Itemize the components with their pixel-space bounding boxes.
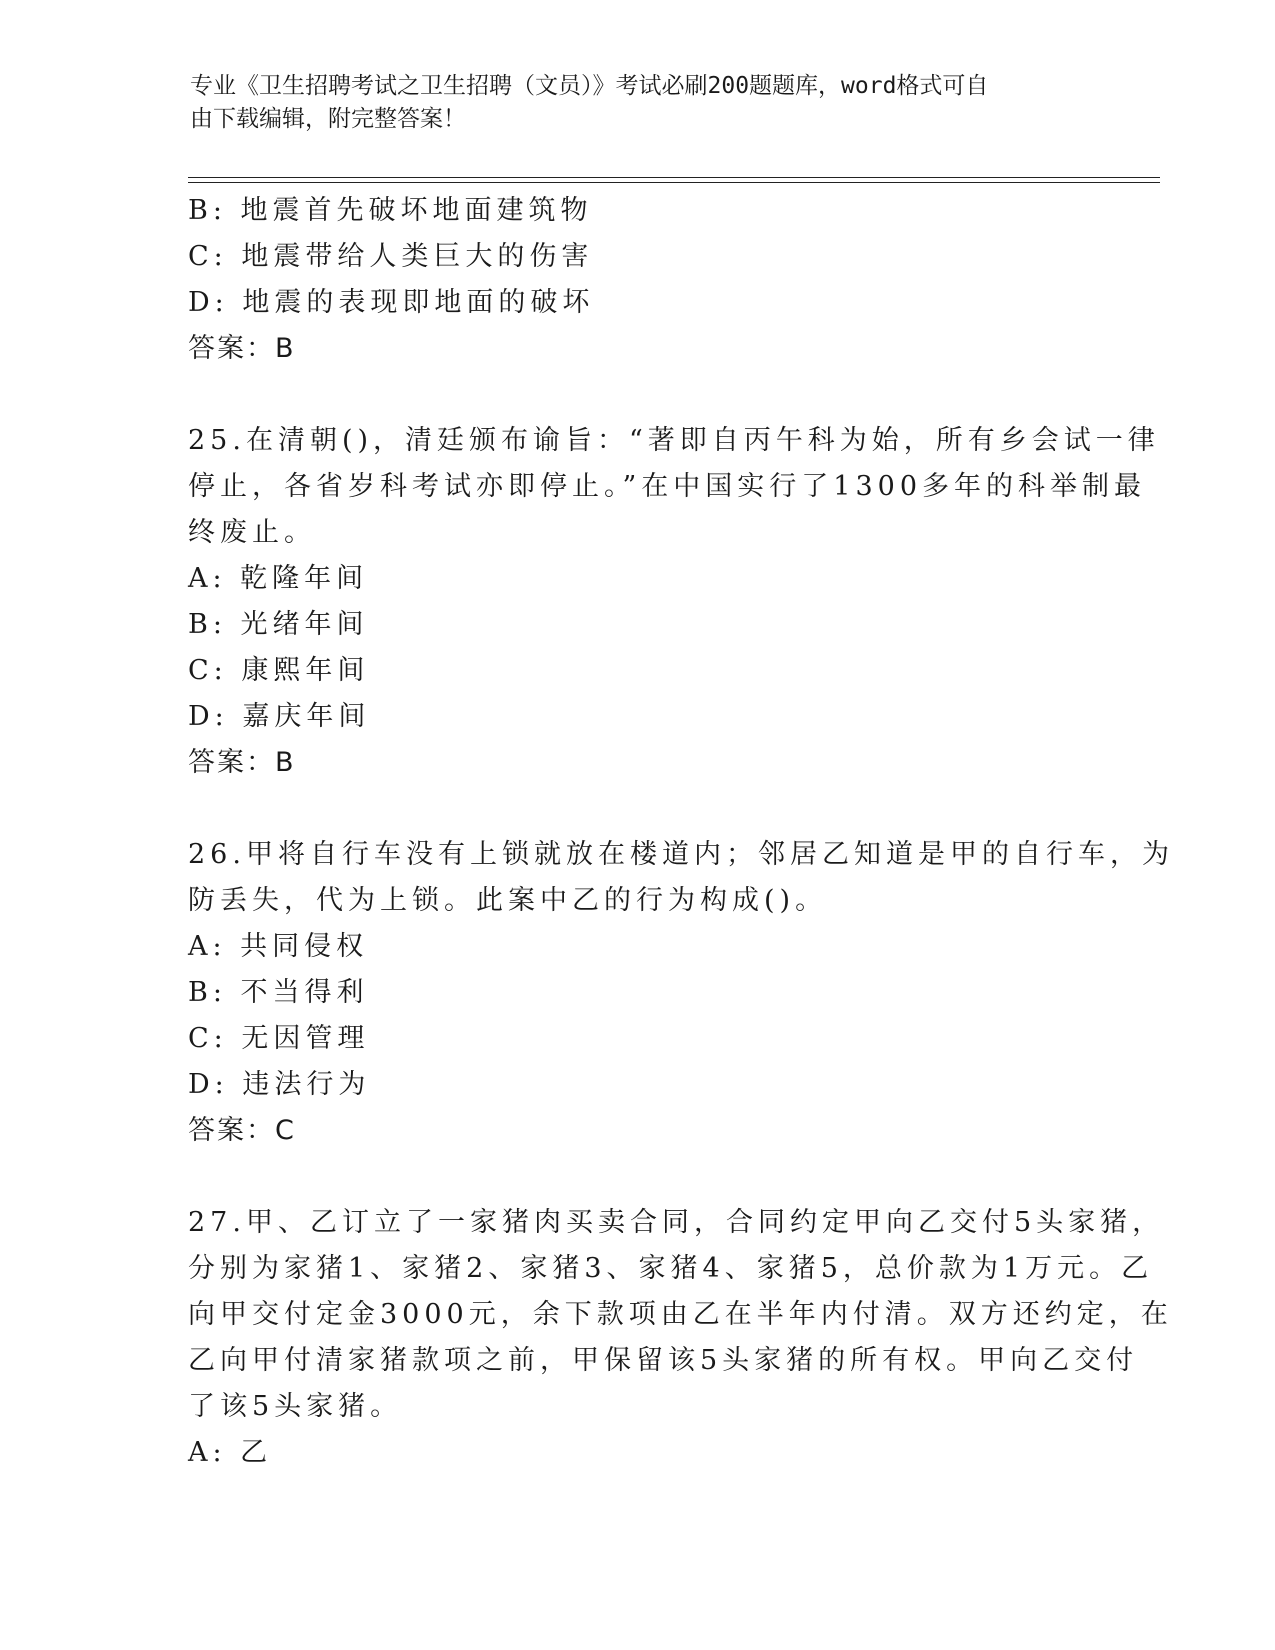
header-line-1: 专业《卫生招聘考试之卫生招聘（文员）》考试必刷200题题库，word格式可自: [190, 73, 989, 99]
question-stem-line: 乙向甲付清家猪款项之前，甲保留该5头家猪的所有权。甲向乙交付: [188, 1345, 1139, 1376]
spacer: [188, 1154, 1088, 1200]
spacer: [188, 372, 1088, 418]
spacer: [188, 786, 1088, 832]
question-26: [188, 832, 1174, 1154]
question-stem-line: 27.甲、乙订立了一家猪肉买卖合同，合同约定甲向乙交付5头家猪，: [188, 1207, 1165, 1238]
option-d: D: 地震的表现即地面的破坏: [188, 287, 595, 318]
question-25: [188, 418, 1160, 786]
question-stem-line: 25.在清朝()，清廷颁布谕旨：“著即自丙午科为始，所有乡会试一律: [188, 425, 1160, 456]
option-a: A: 共同侵权: [188, 931, 369, 962]
option-b: B: 光绪年间: [188, 609, 369, 640]
question-stem-line: 终废止。: [188, 517, 316, 548]
answer-line: 答案：B: [188, 333, 296, 364]
header-divider-top: [188, 177, 1160, 178]
option-c: C: 康熙年间: [188, 655, 370, 686]
option-d: D: 违法行为: [188, 1069, 371, 1100]
option-d: D: 嘉庆年间: [188, 701, 371, 732]
header-line-2: 由下载编辑，附完整答案！: [190, 106, 466, 132]
option-b: B: 地震首先破坏地面建筑物: [188, 195, 593, 226]
option-b: B: 不当得利: [188, 977, 369, 1008]
option-a: A: 乾隆年间: [188, 563, 369, 594]
option-a: A: 乙: [188, 1437, 273, 1468]
question-27: [188, 1200, 1173, 1476]
question-24-continued: [188, 188, 1088, 372]
header-divider-bottom: [188, 182, 1160, 183]
question-stem-line: 向甲交付定金3000元，余下款项由乙在半年内付清。双方还约定，在: [188, 1299, 1173, 1330]
option-c: C: 地震带给人类巨大的伤害: [188, 241, 594, 272]
question-list: [188, 188, 1174, 1476]
question-stem-line: 了该5头家猪。: [188, 1391, 403, 1422]
answer-line: 答案：B: [188, 747, 296, 778]
answer-line: 答案：C: [188, 1115, 296, 1146]
question-stem-line: 分别为家猪1、家猪2、家猪3、家猪4、家猪5，总价款为1万元。乙: [188, 1253, 1154, 1284]
question-stem-line: 防丢失，代为上锁。此案中乙的行为构成()。: [188, 885, 828, 916]
question-stem-line: 26.甲将自行车没有上锁就放在楼道内；邻居乙知道是甲的自行车，为: [188, 839, 1174, 870]
option-c: C: 无因管理: [188, 1023, 370, 1054]
document-header: [190, 70, 1090, 136]
question-stem-line: 停止，各省岁科考试亦即停止。”在中国实行了1300多年的科举制最: [188, 471, 1147, 502]
